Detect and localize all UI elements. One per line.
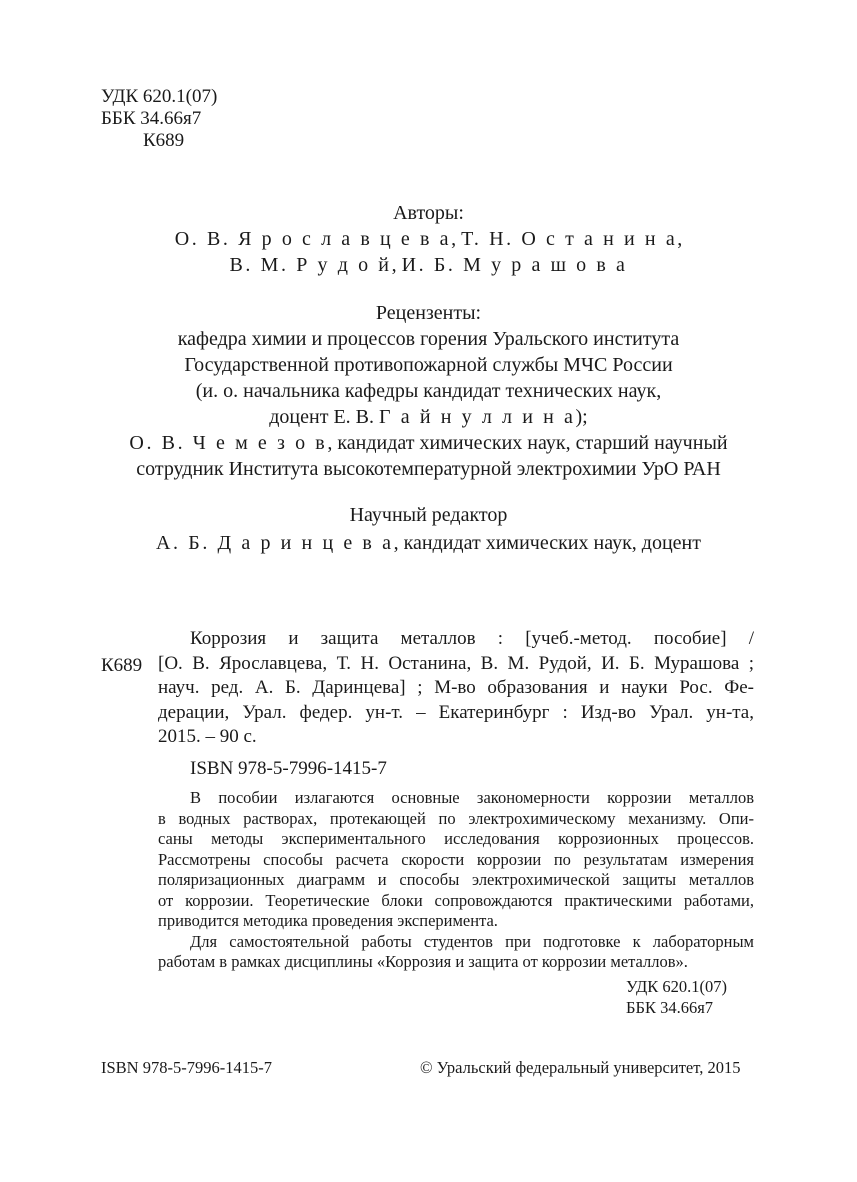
- author-name: Т. Н. О с т а н и н а: [461, 228, 678, 250]
- reviewers-heading: Рецензенты:: [375, 302, 482, 324]
- editor-details: , кандидат химических наук, доцент: [393, 532, 701, 554]
- annotation-line: приводится методика проведения эксперимента.: [158, 911, 498, 930]
- catalog-line: 2015. – 90 с.: [158, 726, 257, 747]
- catalog-line: Коррозия и защита металлов : [учеб.-метод. пособие] /: [190, 628, 754, 649]
- authors-line-1: [0, 226, 857, 252]
- editor-line: [0, 530, 857, 556]
- author-name: И. Б. М у р а ш о в а: [401, 254, 628, 276]
- footer-isbn: ISBN 978-5-7996-1415-7: [101, 1058, 272, 1077]
- author-separator: ,: [451, 228, 457, 250]
- catalog-author-sign: К689: [101, 655, 143, 676]
- annotation-line: работам в рамках дисциплины «Коррозия и защита от коррозии металлов».: [158, 952, 688, 971]
- annotation-line: в водных растворах, протекающей по электрохимическому механизму. Опи-: [158, 808, 754, 828]
- catalog-isbn: ISBN 978-5-7996-1415-7: [190, 758, 387, 779]
- annotation-line: саны методы экспериментального исследования коррозионных процессов.: [158, 829, 754, 848]
- annotation-line: В пособии излагаются основные закономерности коррозии металлов: [190, 788, 754, 807]
- catalog-line: дерации, Урал. федер. ун-т. – Екатеринбург : Изд-во Урал. ун-та,: [158, 701, 754, 723]
- author-separator: ,: [391, 254, 397, 276]
- reviewers-line: сотрудник Института высокотемпературной электрохимии УрО РАН: [136, 458, 721, 480]
- authors-line-2: [0, 252, 857, 278]
- reviewers-line: (и. о. начальника кафедры кандидат технических наук,: [195, 380, 662, 402]
- catalog-line: [О. В. Ярославцева, Т. Н. Останина, В. М. Рудой, И. Б. Мурашова ;: [158, 652, 754, 674]
- annotation-line: от коррозии. Теоретические блоки сопровождаются практическими работами,: [158, 890, 754, 910]
- reviewers-line: Государственной противопожарной службы МЧС России: [184, 354, 673, 376]
- author-name: О. В. Я р о с л а в ц е в а: [174, 228, 452, 250]
- bbk-code: ББК 34.66я7: [101, 108, 202, 129]
- reviewer-name: О. В. Ч е м е з о в: [129, 432, 328, 454]
- annotation-udk: УДК 620.1(07): [626, 977, 728, 996]
- catalog-record: [158, 627, 754, 750]
- reviewer-name: Г а й н у л л и н а: [379, 406, 576, 428]
- author-name: В. М. Р у д о й: [229, 254, 392, 276]
- reviewers-line: кафедра химии и процессов горения Уральского института: [177, 328, 680, 350]
- annotation: [158, 788, 754, 973]
- footer-copyright: © Уральский федеральный университет, 2015: [420, 1058, 741, 1077]
- editor-name: А. Б. Д а р и н ц е в а: [156, 532, 394, 554]
- editor-heading: Научный редактор: [349, 504, 508, 526]
- reviewer-prefix: доцент Е. В.: [269, 406, 375, 428]
- annotation-line: поляризационных диаграмм и способы электрохимической защиты металлов: [158, 870, 754, 889]
- reviewer-details: , кандидат химических наук, старший научный: [327, 432, 728, 454]
- catalog-line: науч. ред. А. Б. Даринцева] ; М-во образования и науки Рос. Фе-: [158, 677, 754, 698]
- annotation-line: Рассмотрены способы расчета скорости коррозии по результатам измерения: [158, 849, 754, 869]
- authors-heading: Авторы:: [393, 202, 464, 224]
- udk-code: УДК 620.1(07): [101, 86, 218, 107]
- reviewers-line: [0, 404, 857, 430]
- annotation-line: Для самостоятельной работы студентов при подготовке к лабораторным: [190, 931, 754, 951]
- author-separator: ,: [677, 228, 683, 250]
- author-sign: К689: [143, 130, 185, 151]
- reviewers-line: [0, 430, 857, 456]
- annotation-bbk: ББК 34.66я7: [626, 998, 714, 1017]
- reviewer-suffix: );: [575, 406, 588, 428]
